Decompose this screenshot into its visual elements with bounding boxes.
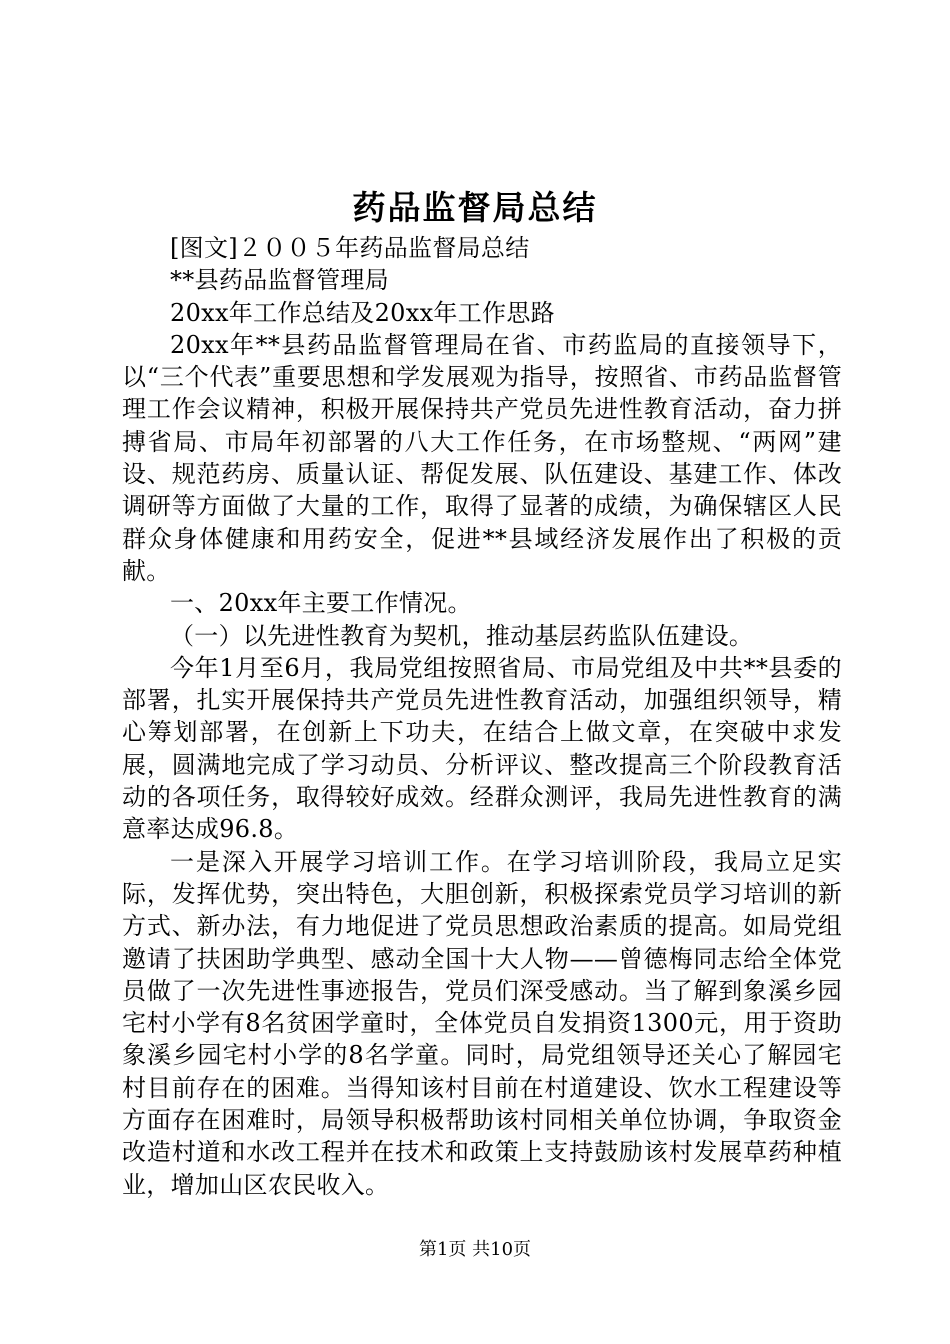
section-heading-1: 一、20xx年主要工作情况。 [170,589,472,618]
paragraph-heading: 20xx年工作总结及20xx年工作思路 [170,298,555,327]
document-title: 药品监督局总结 [352,188,598,227]
paragraph-subtitle: [图文]２００５年药品监督局总结 [170,234,530,262]
document-body [122,232,842,1201]
paragraph-training: 一是深入开展学习培训工作。在学习培训阶段，我局立足实际，发挥优势，突出特色，大胆创新，积极探索党员学习培训的新方式、新办法，有力地促进了党员思想政治素质的提高。如局党组邀请了扶困助学典型、感动全国十大人物——曾德梅同志给全体党员做了一次先进性事迹报告，党员们深受感动。当了解到象溪乡园宅村小学有8名贫困学童时，全体党员自发捐资1300元，用于资助象溪乡园宅村小学的8名学童。同时，局党组领导还关心了解园宅村目前存在的困难。当得知该村目前在村道建设、饮水工程建设等方面存在困难时，局领导积极帮助该村同相关单位协调，争取资金改造村道和水改工程并在技术和政策上支持鼓励该村发展草药种植业，增加山区农民收入。 [122,847,842,1199]
paragraph-intro: 20xx年**县药品监督管理局在省、市药监局的直接领导下，以“三个代表”重要思想和学发展观为指导，按照省、市药品监督管理工作会议精神，积极开展保持共产党员先进性教育活动，奋力拼搏省局、市局年初部署的八大工作任务，在市场整规、“两网”建设、规范药房、质量认证、帮促发展、队伍建设、基建工作、体改调研等方面做了大量的工作，取得了显著的成绩，为确保辖区人民群众身体健康和用药安全，促进**县域经济发展作出了积极的贡献。 [122,330,842,585]
paragraph-education: 今年1月至6月，我局党组按照省局、市局党组及中共**县委的部署，扎实开展保持共产党员先进性教育活动，加强组织领导，精心筹划部署，在创新上下功夫，在结合上做文章，在突破中求发展，圆满地完成了学习动员、分析评议、整改提高三个阶段教育活动的各项任务，取得较好成效。经群众测评，我局先进性教育的满意率达成96.8。 [122,653,842,844]
page-footer: 第1页 共10页 [418,1239,532,1260]
paragraph-agency: **县药品监督管理局 [170,266,389,295]
subsection-heading-1: （一）以先进性教育为契机，推动基层药监队伍建设。 [170,621,754,650]
